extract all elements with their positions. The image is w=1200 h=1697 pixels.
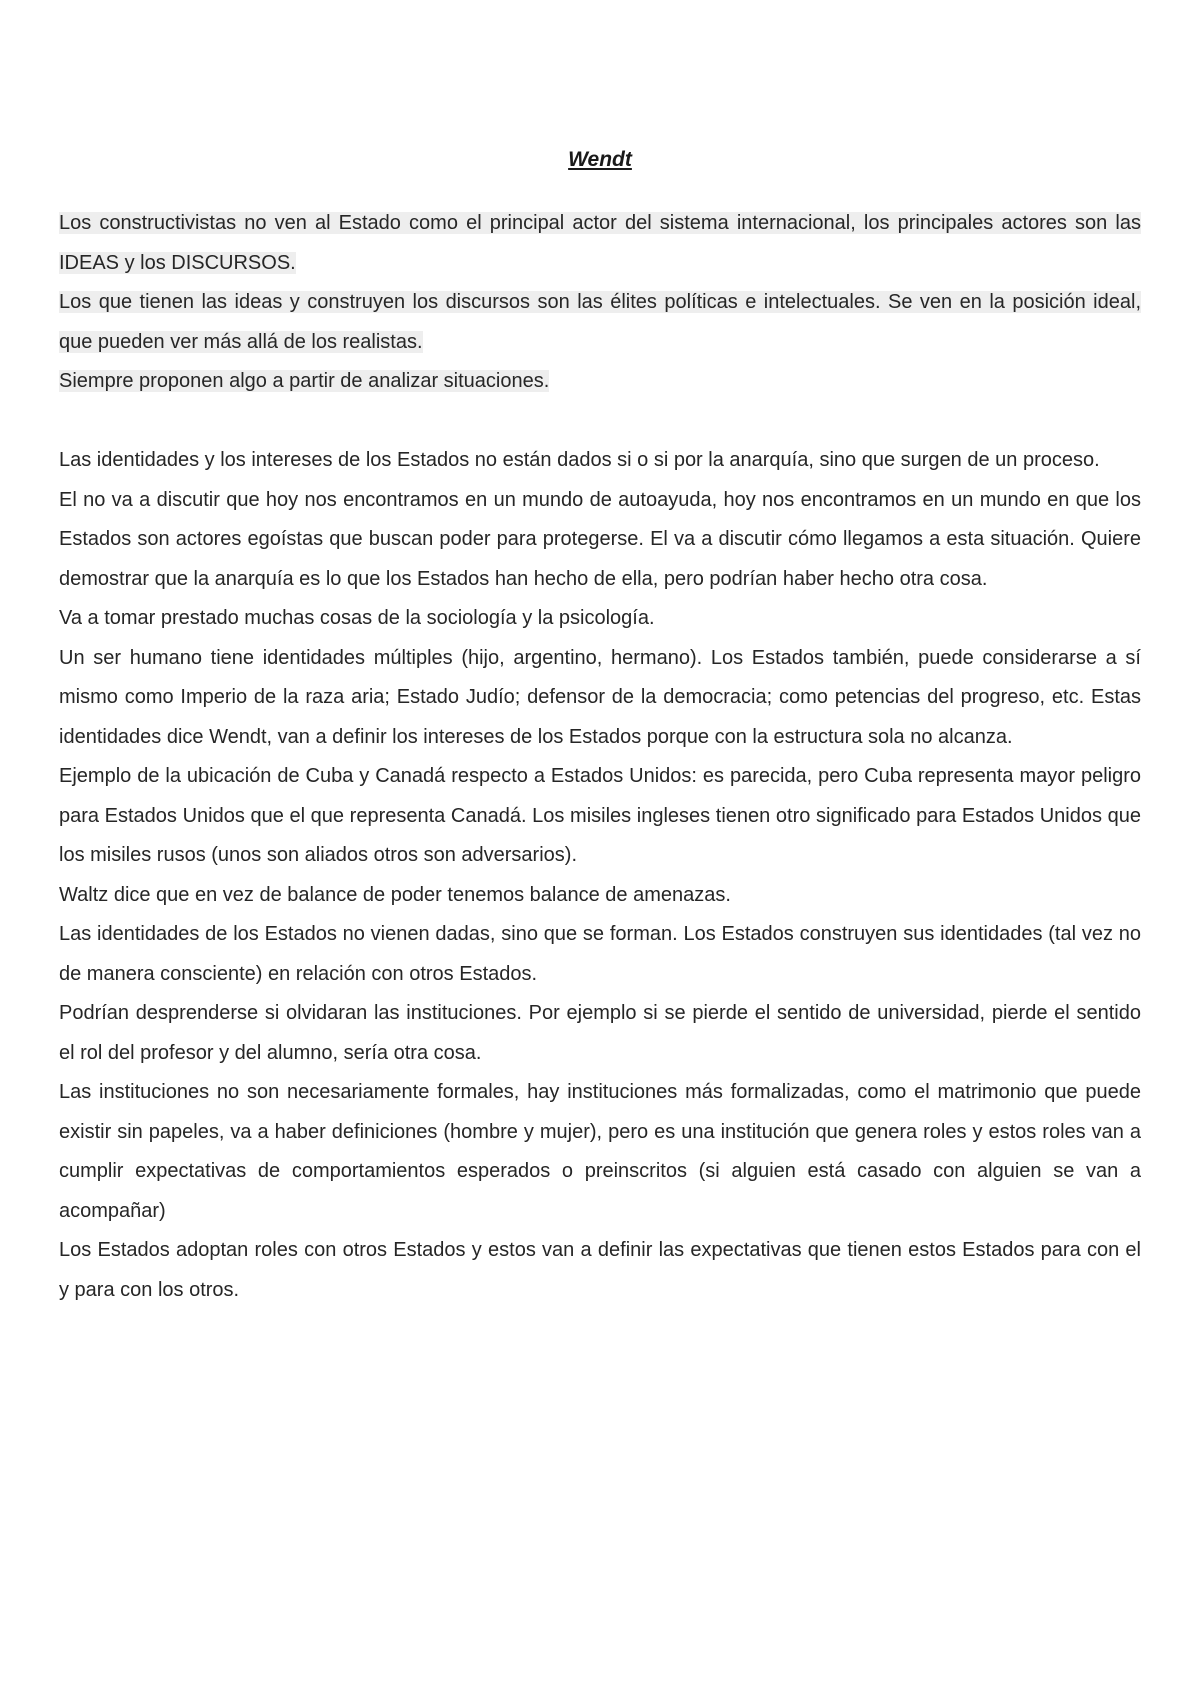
document-title: Wendt [568, 148, 632, 171]
paragraph: Va a tomar prestado muchas cosas de la sociología y la psicología. [59, 607, 655, 629]
highlighted-paragraph-1 [59, 204, 1141, 283]
paragraph: Las identidades y los intereses de los Estados no están dados si o si por la anarquía, sino que surgen de un proceso. [59, 449, 1100, 471]
document-page [59, 140, 1141, 1310]
highlighted-paragraph-2 [59, 283, 1141, 362]
highlighted-text: Los constructivistas no ven al Estado como el principal actor del sistema internacional, los principales actores son las IDEAS y los DISCURSOS. [59, 212, 1141, 274]
paragraph: Waltz dice que en vez de balance de poder tenemos balance de amenazas. [59, 883, 731, 906]
highlighted-text: Siempre proponen algo a partir de analizar situaciones. [59, 370, 550, 392]
highlighted-paragraph-3 [59, 362, 1141, 402]
paragraph: Ejemplo de la ubicación de Cuba y Canadá respecto a Estados Unidos: es parecida, pero Cuba representa mayor peligro para Estados Unidos que el que representa Canadá. Los misiles ingleses tienen otro significado para Estados Unidos que los misiles rusos (unos son aliados otros son adversarios). [59, 765, 1141, 866]
paragraph: Podrían desprenderse si olvidaran las instituciones. Por ejemplo si se pierde el sentido de universidad, pierde el sentido el rol del profesor y del alumno, sería otra cosa. [59, 1002, 1141, 1064]
highlighted-text: Los que tienen las ideas y construyen los discursos son las élites políticas e intelectuales. Se ven en la posición ideal, que pueden ver más allá de los realistas. [59, 291, 1141, 353]
paragraph: Un ser humano tiene identidades múltiples (hijo, argentino, hermano). Los Estados también, puede considerarse a sí mismo como Imperio de la raza aria; Estado Judío; defensor de la democracia; como petencias del progreso, etc. Estas identidades dice Wendt, van a definir los intereses de los Estados porque con la estructura sola no alcanza. [59, 646, 1141, 748]
paragraph: Las identidades de los Estados no vienen dadas, sino que se forman. Los Estados construyen sus identidades (tal vez no de manera consciente) en relación con otros Estados. [59, 923, 1141, 985]
paragraph: Los Estados adoptan roles con otros Estados y estos van a definir las expectativas que tienen estos Estados para con el y para con los otros. [59, 1239, 1141, 1301]
paragraph: Las instituciones no son necesariamente formales, hay instituciones más formalizadas, como el matrimonio que puede existir sin papeles, va a haber definiciones (hombre y mujer), pero es una institución que genera roles y estos roles van a cumplir expectativas de comportamientos esperados o preinscritos (si alguien está casado con alguien se van a acompañar) [59, 1081, 1141, 1222]
paragraph: El no va a discutir que hoy nos encontramos en un mundo de autoayuda, hoy nos encontramos en un mundo en que los Estados son actores egoístas que buscan poder para protegerse. El va a discutir cómo llegamos a esta situación. Quiere demostrar que la anarquía es lo que los Estados han hecho de ella, pero podrían haber hecho otra cosa. [59, 488, 1141, 590]
paragraph-spacer [59, 402, 1141, 442]
